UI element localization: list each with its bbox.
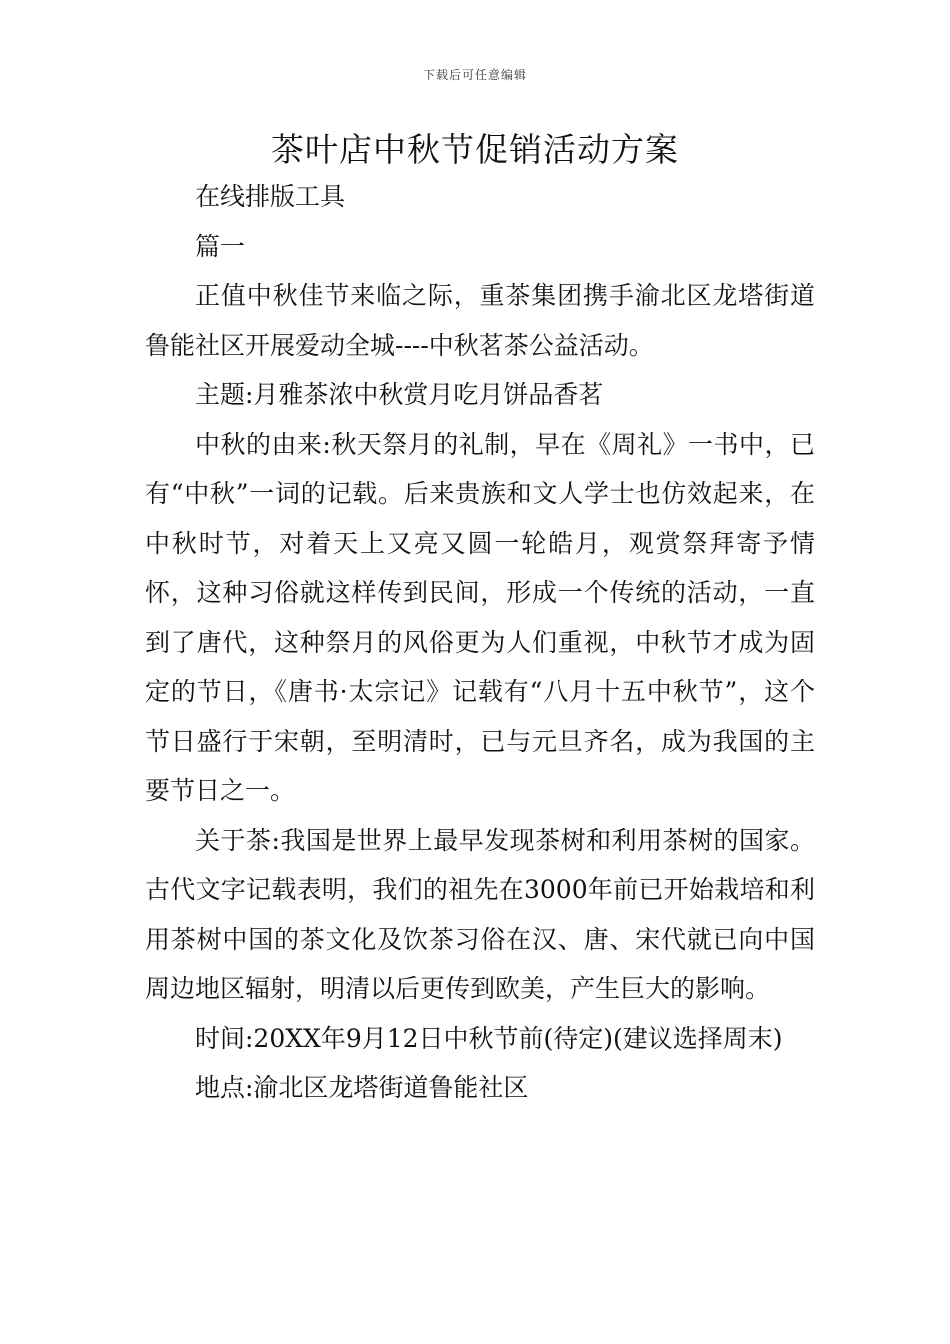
paragraph-location: 地点:渝北区龙塔街道鲁能社区 (195, 1073, 529, 1102)
paragraph-section: 篇一 (195, 231, 246, 261)
paragraph-theme: 主题:月雅茶浓中秋赏月吃月饼品香茗 (195, 380, 604, 409)
header-note: 下载后可任意编辑 (422, 68, 527, 82)
paragraph-tea: 关于茶:我国是世界上最早发现茶树和利用茶树的国家。古代文字记载表明，我们的祖先在3000年前已开始栽培和利用茶树中国的茶文化及饮茶习俗在汉、唐、宋代就已向中国周边地区辐射，明清以后更传到欧美，产生巨大的影响。 (145, 825, 815, 1003)
paragraph-intro: 正值中秋佳节来临之际，重茶集团携手渝北区龙塔街道鲁能社区开展爱动全城----中秋茗茶公益活动。 (145, 281, 815, 360)
paragraph-origin: 中秋的由来:秋天祭月的礼制，早在《周礼》一书中，已有“中秋”一词的记载。后来贵族和文人学士也仿效起来，在中秋时节，对着天上又亮又圆一轮皓月，观赏祭拜寄予情怀，这种习俗就这样传到民间，形成一个传统的活动，一直到了唐代，这种祭月的风俗更为人们重视，中秋节才成为固定的节日，《唐书·太宗记》记载有“八月十五中秋节”，这个节日盛行于宋朝，至明清时，已与元旦齐名，成为我国的主要节日之一。 (145, 429, 815, 805)
document-title: 茶叶店中秋节促销活动方案 (271, 130, 679, 169)
document-body (145, 172, 815, 1113)
paragraph-time: 时间:20XX年9月12日中秋节前(待定)(建议选择周末) (195, 1023, 783, 1053)
paragraph-tool: 在线排版工具 (195, 182, 346, 211)
